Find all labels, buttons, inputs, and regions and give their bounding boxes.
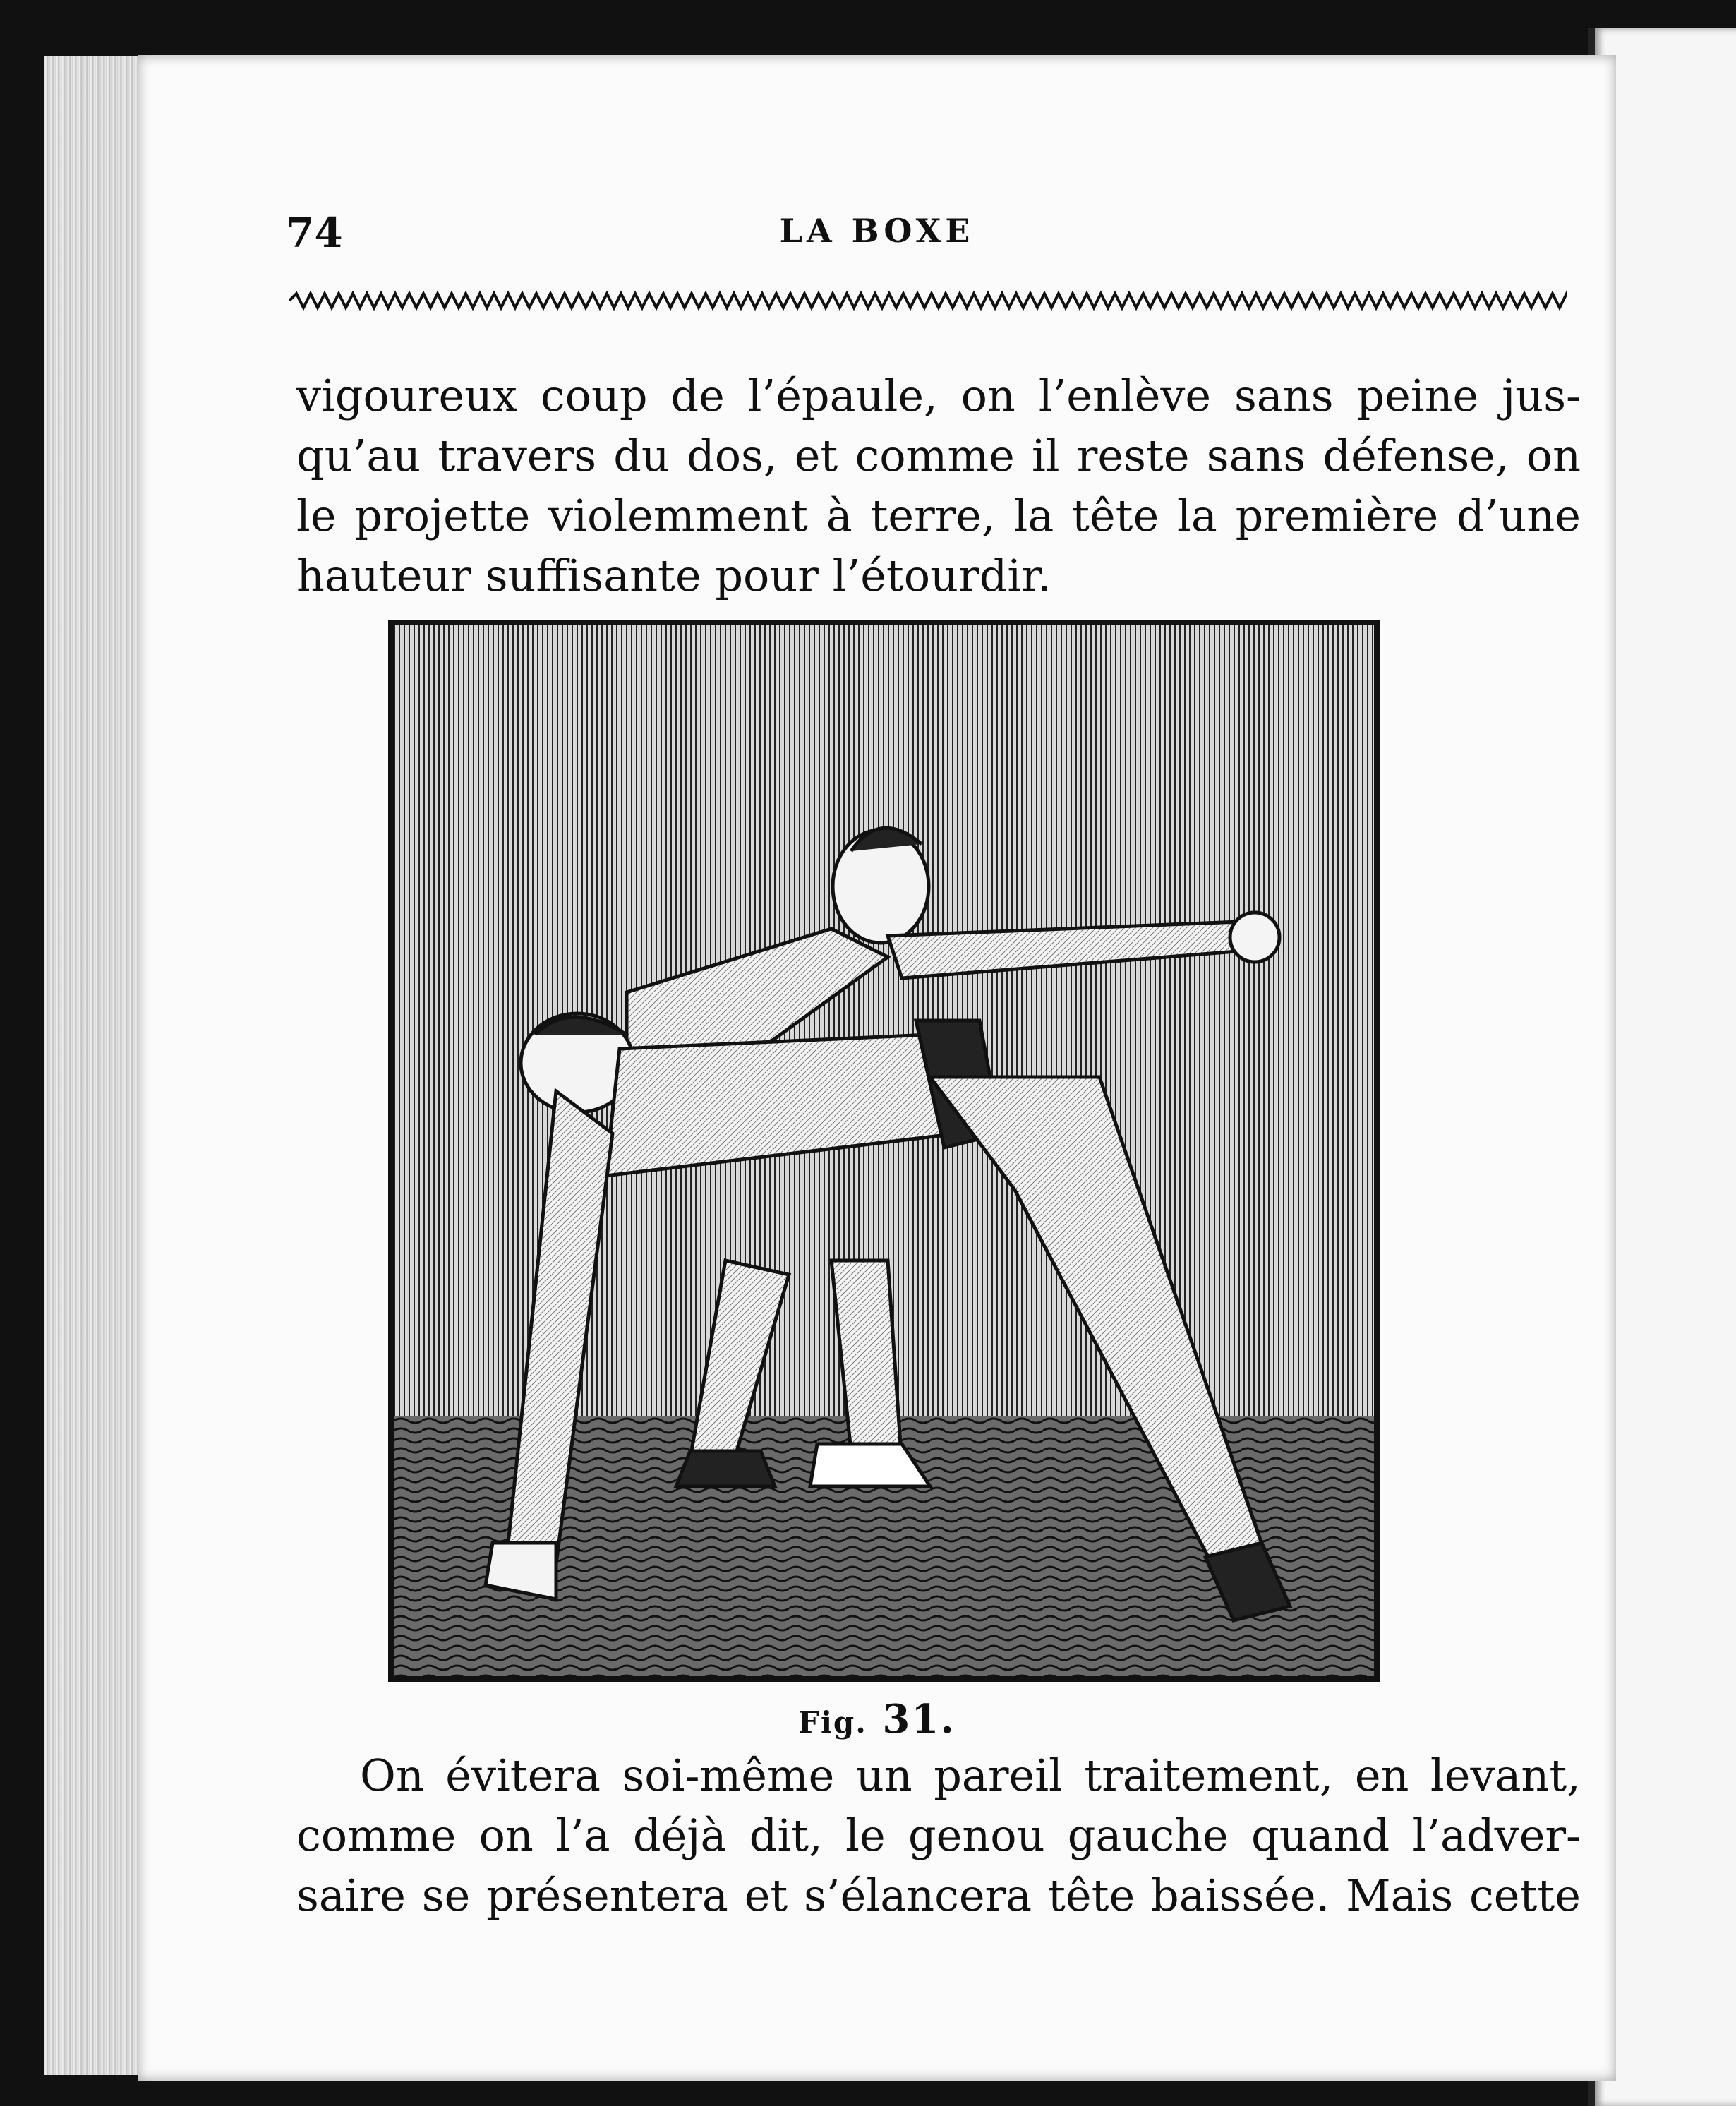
text-line: comme on l’a déjà dit, le genou gauche quand l’adver-: [296, 1810, 1581, 1861]
ornamental-rule: [289, 287, 1567, 315]
text-line: On évitera soi-même un pareil traitement, en levant,: [360, 1750, 1581, 1801]
text-line: hauteur suffisante pour l’étourdir.: [296, 550, 1051, 601]
text-line: le projette violemment à terre, la tête la première d’une: [296, 490, 1581, 541]
book-page: [138, 55, 1616, 2081]
book-page-edges: [44, 56, 143, 2075]
paragraph-bottom: [296, 1745, 1581, 1925]
wrestlers-illustration: [394, 625, 1374, 1676]
figure-caption-prefix: Fig.: [798, 1705, 867, 1740]
figure-caption-number: 31.: [882, 1696, 956, 1743]
text-line: qu’au travers du dos, et comme il reste sans défense, on: [296, 430, 1581, 481]
engraving-figure: [388, 620, 1380, 1682]
paragraph-top: [296, 366, 1581, 606]
text-line: vigoureux coup de l’épaule, on l’enlève sans peine jus-: [296, 370, 1581, 421]
figure-caption: [138, 1696, 1616, 1743]
text-line: saire se présentera et s’élancera tête baissée. Mais cette: [296, 1870, 1581, 1921]
running-head: LA BOXE: [779, 212, 975, 250]
page-number: 74: [286, 209, 343, 257]
